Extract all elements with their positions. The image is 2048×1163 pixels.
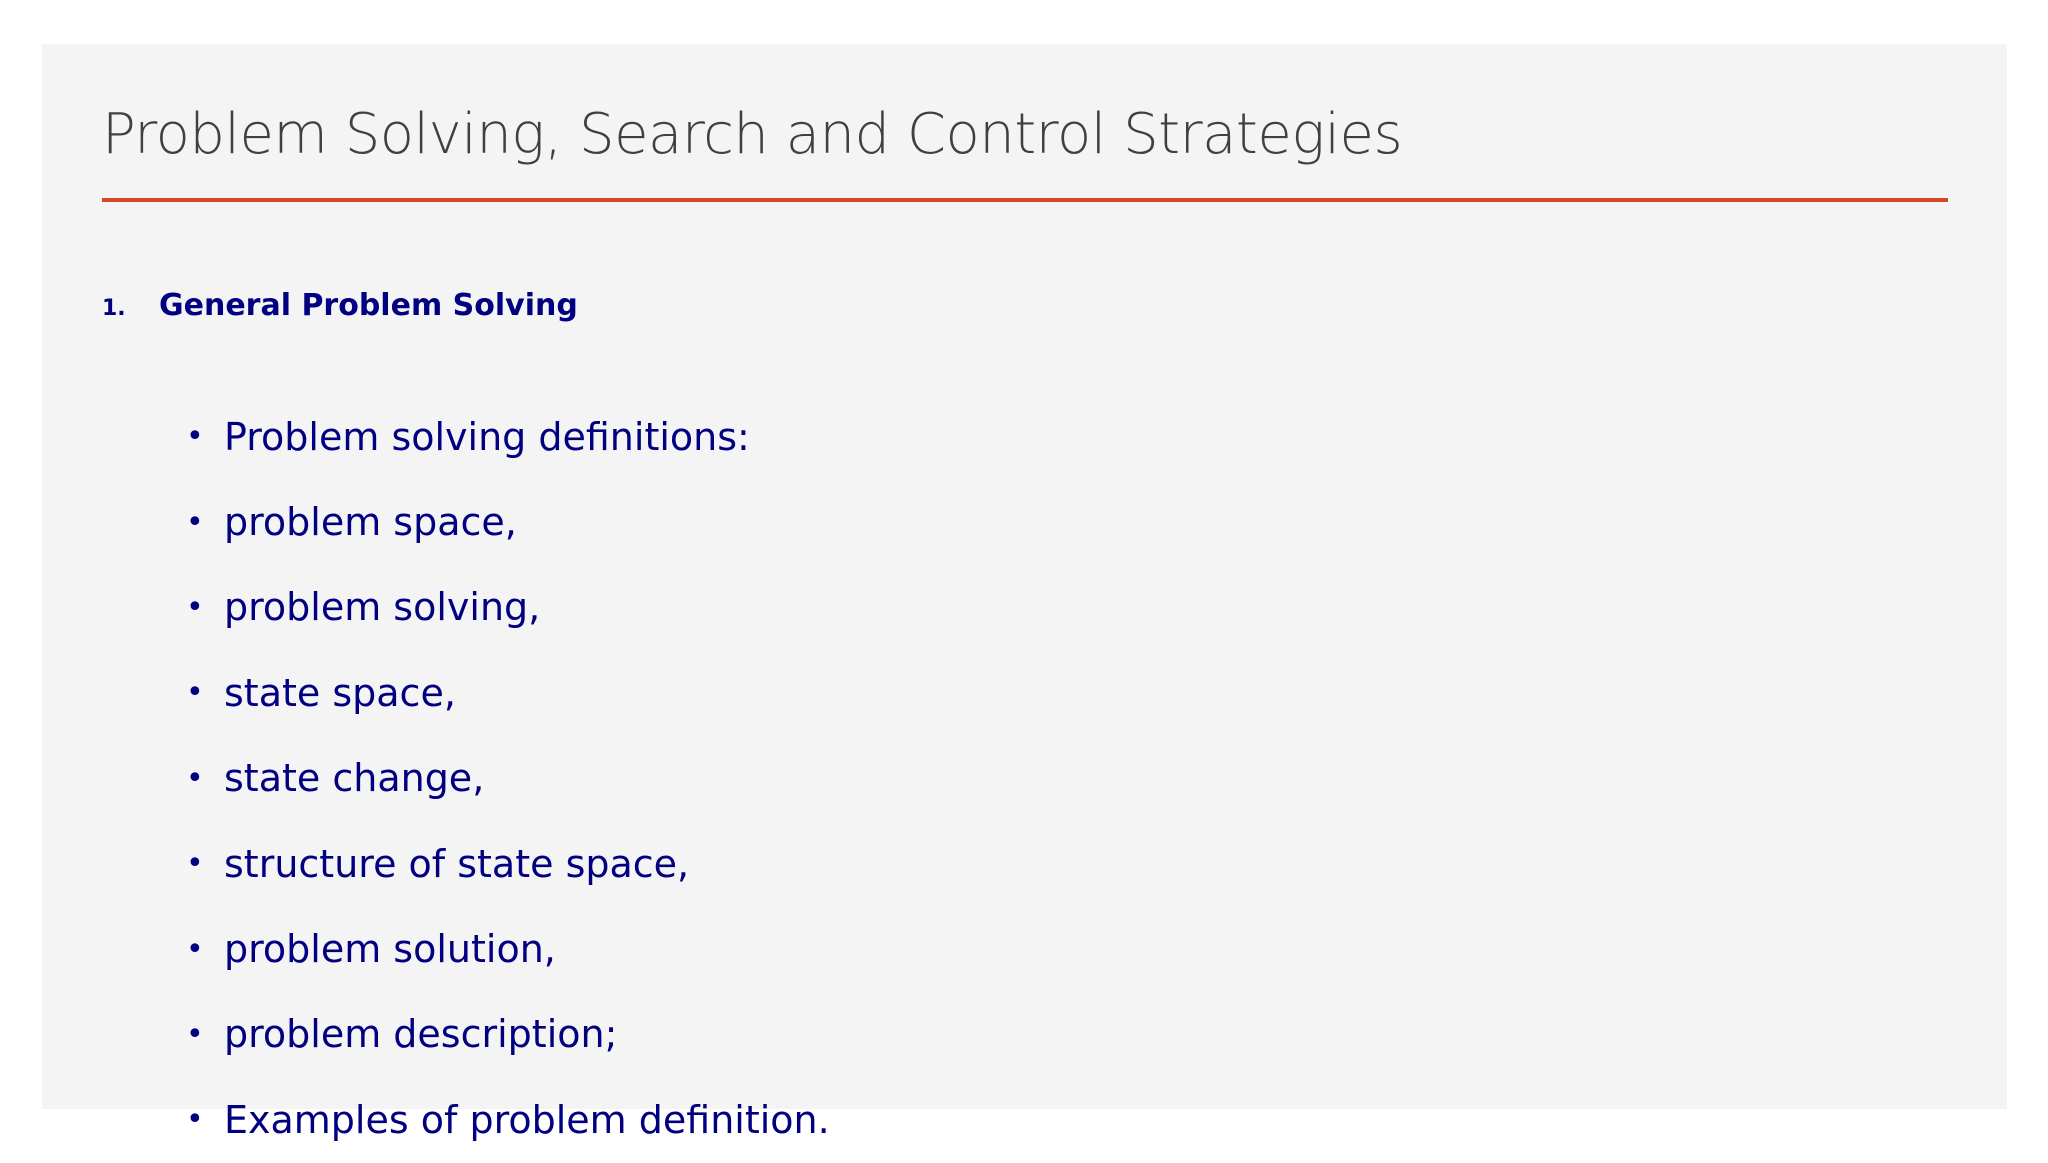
bullet-item [176, 736, 830, 821]
bullet-text: Problem solving definitions: [224, 414, 750, 459]
bullet-dot-icon: • [186, 504, 204, 540]
bullet-text: problem description; [224, 1012, 618, 1057]
section-heading [102, 288, 578, 323]
bullet-dot-icon: • [186, 419, 204, 455]
bullet-dot-icon: • [186, 846, 204, 882]
slide [42, 44, 2007, 1142]
bullet-text: problem solution, [224, 927, 556, 972]
bullet-dot-icon: • [186, 1016, 204, 1052]
bullet-item [176, 650, 830, 735]
bullet-text: problem solving, [224, 585, 541, 630]
bullet-list [176, 394, 830, 1163]
bullet-item [176, 394, 830, 479]
bullet-text: state change, [224, 756, 485, 801]
bullet-item [176, 565, 830, 650]
bullet-dot-icon: • [186, 675, 204, 711]
bullet-item [176, 479, 830, 564]
bullet-text: structure of state space, [224, 841, 690, 886]
bullet-item [176, 821, 830, 906]
bullet-dot-icon: • [186, 1102, 204, 1138]
slide-title: Problem Solving, Search and Control Strategies [102, 102, 1403, 167]
section-label: General Problem Solving [159, 288, 578, 323]
bullet-dot-icon: • [186, 931, 204, 967]
bullet-item [176, 992, 830, 1077]
bullet-item [176, 1077, 830, 1162]
bullet-dot-icon: • [186, 760, 204, 796]
bullet-text: state space, [224, 670, 456, 715]
bullet-item [176, 906, 830, 991]
bullet-text: Examples of problem definition. [224, 1097, 830, 1142]
bullet-dot-icon: • [186, 589, 204, 625]
section-number: 1. [102, 296, 126, 321]
bullet-text: problem space, [224, 500, 517, 545]
title-underline [102, 198, 1948, 202]
